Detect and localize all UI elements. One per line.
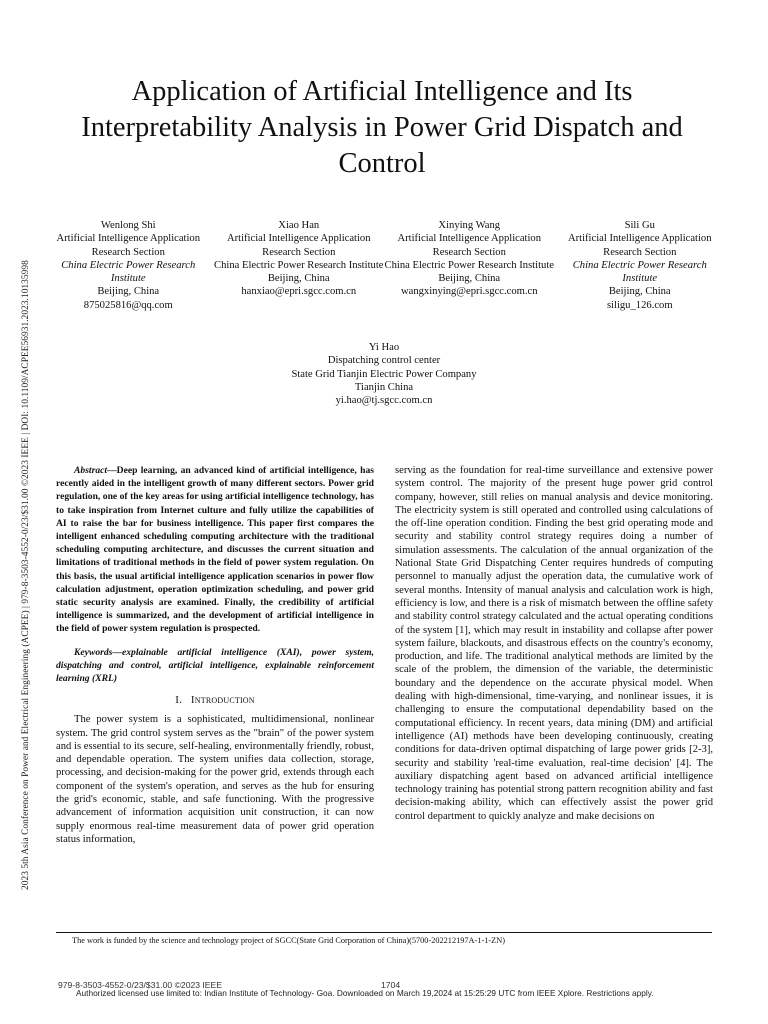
author-email: hanxiao@epri.sgcc.com.cn xyxy=(241,286,357,298)
paper-title: Application of Artificial Intelligence and Its Interpretability Analysis in Power Grid Dispatch and Control xyxy=(81,76,683,179)
sidebar-doi-strip xyxy=(8,170,31,890)
author-org: China Electric Power Research Institute xyxy=(572,259,707,285)
author-row xyxy=(43,219,725,312)
author-dept: Artificial Intelligence Application Research Section xyxy=(397,233,542,258)
license-notice: Authorized licensed use limited to: Indian Institute of Technology- Goa. Downloaded on March 19,2024 at 15:25:29 UTC from IEEE Xplore. Restrictions apply. xyxy=(76,988,654,998)
author-block-1 xyxy=(43,219,214,312)
author-block-3 xyxy=(384,219,555,312)
funding-footnote: The work is funded by the science and technology project of SGCC(State Grid Corporation of China)(5700-202212197A-1-1-ZN) xyxy=(72,936,505,945)
keywords xyxy=(56,646,374,686)
author-city: Beijing, China xyxy=(97,286,160,298)
author-name: Wenlong Shi xyxy=(100,220,156,231)
abstract xyxy=(56,464,374,636)
author-block-5 xyxy=(216,341,552,407)
footnote-divider xyxy=(56,932,712,933)
page-footer xyxy=(58,980,708,1000)
author-org: State Grid Tianjin Electric Power Company xyxy=(291,368,477,380)
intro-paragraph-left: The power system is a sophisticated, multidimensional, nonlinear system. The grid control system serves as the "brain" of the power system and is essential to its secure, self-healing, environmentally friendly, robust, and dependable operation. The system unifies data collection, storage, processing, and decision-making for the power grid, extends through each component of the system's operation, and serves as the hub for ensuring the grid's economic, stable, and safe functioning. With the progressive advancement of information acquisition unit construction, it can now supply enormous real-time measurement data of power grid operation status information, xyxy=(56,714,374,845)
author-dept: Artificial Intelligence Application Research Section xyxy=(56,233,201,258)
author-name: Sili Gu xyxy=(624,220,655,231)
author-name: Xiao Han xyxy=(278,220,320,231)
intro-paragraph-right: serving as the foundation for real-time surveillance and extensive power system control. The majority of the present huge power grid control company, however, still relies on manual analysis and device monitoring. The electricity system is still operated and controlled using calculations of the off-line operation condition. Finding the best grid operating mode and security and stability control strategy requires doing a number of simulation assessments. The calculation of the annual organization of the National State Grid Dispatching Center requires hundreds of computing personnel to manually adjust the operation data, the cumulative work of several months. Intensity of manual analysis and calculation work is high, efficiency is low, and there is a risk of mismatch between the offline safety and stability control strategy calculated and the actual operating conditions of the system [1], which may result in instability and collapse after power system failure, blackouts, and disastrous effects on the country's economy, production, and life. The traditional analytical methods are limited by the scale of the problem, the dimension of the variable, the deterministic boundary and the dependence on the accurate physical model. When dealing with high-dimensional, time-varying, and nonlinear issues, it is challenging to ensure the computational dependability based on the computational efficiency. In recent years, data mining (DM) and artificial intelligence (AI) methods have been developing continuously, creating conditions for data-driven optimal dispatching of large power grids [2-3], security and stability 'real-time evaluation, real-time decision' [4]. The auxiliary dispatching agent based on advanced artificial intelligence technology training has potential strong pattern recognition ability and fast decision-making ability, which can effectively assist the power grid control department to quickly analyze and make decisions on xyxy=(395,465,713,822)
section-heading-introduction xyxy=(56,694,374,707)
page-number: 1704 xyxy=(381,980,401,990)
author-email: siligu_126.com xyxy=(606,299,673,311)
author-dept: Artificial Intelligence Application Research Section xyxy=(567,233,712,258)
author-city: Beijing, China xyxy=(267,273,330,285)
author-name: Yi Hao xyxy=(368,342,400,353)
left-column xyxy=(56,464,374,846)
keywords-text: Keywords—explainable artificial intelligence (XAI), power system, dispatching and control, artificial intelligence, explainable reinforcement learning (XRL) xyxy=(56,646,374,685)
author-block-4 xyxy=(555,219,726,312)
author-org: China Electric Power Research Institute xyxy=(61,259,196,285)
author-city: Beijing, China xyxy=(438,273,501,285)
author-block-2 xyxy=(214,219,385,312)
author-city: Beijing, China xyxy=(608,286,671,298)
author-org: China Electric Power Research Institute xyxy=(214,259,384,271)
author-email: wangxinying@epri.sgcc.com.cn xyxy=(400,286,538,298)
section-number: I. xyxy=(175,694,183,707)
author-dept: Artificial Intelligence Application Research Section xyxy=(226,233,371,258)
author-city: Tianjin China xyxy=(354,381,414,393)
author-email: yi.hao@tj.sgcc.com.cn xyxy=(335,395,433,407)
abstract-text: —Deep learning, an advanced kind of artificial intelligence, has recently aided in the intelligent growth of many different sectors. Power grid regulation, one of the key areas for using artificial intelligence technology, has to take inspiration from Internet culture and fully utilize the capabilities of AI to raise the bar for business intelligence. This paper first compares the intelligent enhanced scheduling computing architecture with the traditional scheduling computing architecture, and discusses the current situation and limitations of traditional methods in the field of power system regulation. On this basis, the usual artificial intelligence application scenarios in power flow calculation adjustment, operation optimization scheduling, and power grid static security analysis are examined. Finally, the credibility of artificial intelligence is summarized, and the development of artificial intelligence in the field of power system regulation is prospected. xyxy=(56,465,374,635)
author-name: Xinying Wang xyxy=(438,220,501,231)
author-email: 875025816@qq.com xyxy=(83,299,173,311)
footer-copyright-code: 979-8-3503-4552-0/23/$31.00 ©2023 IEEE xyxy=(58,980,223,990)
right-column xyxy=(395,464,713,823)
section-title: Introduction xyxy=(190,694,255,707)
author-dept: Dispatching control center xyxy=(327,355,441,367)
author-org: China Electric Power Research Institute xyxy=(384,259,554,271)
sidebar-doi-text: 2023 5th Asia Conference on Power and Electrical Engineering (ACPEE) | 979-8-3503-4552-0/23/$31.00 ©2023 IEEE | DOI: 10.1109/ACPEE56931.2023.10135998 xyxy=(21,260,31,890)
abstract-label: Abstract xyxy=(74,465,108,476)
